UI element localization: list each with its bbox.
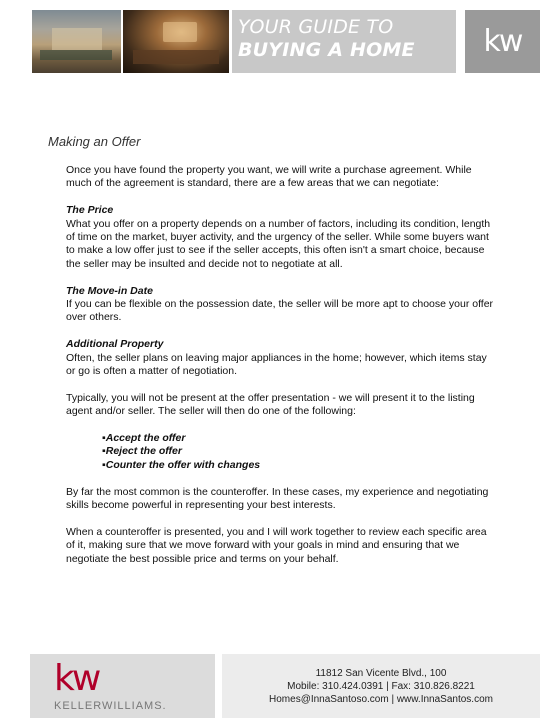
guide-title-box	[232, 10, 456, 73]
address: 11812 San Vicente Blvd., 100	[315, 668, 447, 679]
house-facade	[52, 28, 102, 50]
property-paragraph	[66, 338, 496, 378]
phone-fax: Mobile: 310.424.0391 | Fax: 310.826.8221	[287, 681, 475, 692]
kw-logo: kw	[483, 24, 522, 59]
footer-contact-area	[222, 654, 540, 718]
counteroffer-paragraph: By far the most common is the counteroffer. In these cases, my experience and negotiating skills become powerful in representing your best interests.	[66, 485, 489, 512]
living-room-photo	[123, 10, 229, 73]
presentation-paragraph: Typically, you will not be present at the offer presentation - we will present it to the listing agent and/or seller. The seller will then do one of the following:	[66, 391, 475, 418]
email-website: Homes@InnaSantoso.com | www.InnaSantos.com	[269, 694, 493, 705]
kw-logo-box	[465, 10, 540, 73]
footer-logo-area	[30, 654, 215, 718]
title-line-2: BUYING A HOME	[238, 39, 415, 61]
house-exterior-photo	[32, 10, 121, 73]
move-in-text: If you can be flexible on the possession date, the seller will be more apt to choose your offer over others.	[66, 298, 494, 324]
price-text: What you offer on a property depends on a number of factors, including its condition, length of time on the market, buyer activity, and the urgency of the seller. While some buyers want to make a low offer just to see if the seller accepts, this often isn't a smart choice, because the seller may be insulted and decide not to negotiate at all.	[66, 217, 491, 270]
house-lawn	[40, 50, 112, 60]
closing-paragraph: When a counteroffer is presented, you and I will work together to review each specific area of it, making sure that we move forward with your goals in mind and ensuring that we negotiate the best possible price and terms on your behalf.	[66, 525, 487, 565]
list-item: ▪ Reject the offer	[102, 445, 496, 458]
sofa	[133, 50, 219, 64]
section-title: Making an Offer	[48, 134, 141, 149]
price-heading: The Price	[66, 204, 114, 217]
move-in-paragraph	[66, 285, 496, 325]
document-body	[66, 164, 496, 579]
move-in-heading: The Move-in Date	[66, 284, 153, 297]
intro-paragraph: Once you have found the property you want, we will write a purchase agreement. While much of the agreement is standard, there are a few areas that we can negotiate:	[66, 164, 472, 190]
list-item: ▪ Counter the offer with changes	[102, 459, 496, 472]
property-text: Often, the seller plans on leaving major appliances in the home; however, which items stay or go is often a matter of negotiation.	[66, 351, 487, 378]
property-heading: Additional Property	[66, 338, 164, 351]
contact-info	[222, 667, 540, 706]
title-line-1: YOUR GUIDE TO	[238, 16, 394, 38]
seller-options-list	[102, 432, 496, 472]
window-glow	[163, 22, 197, 42]
price-paragraph	[66, 204, 496, 271]
list-item: ▪ Accept the offer	[102, 432, 496, 445]
keller-williams-wordmark: KELLERWILLIAMS.	[54, 700, 167, 712]
keller-williams-logo: kw	[54, 658, 99, 699]
